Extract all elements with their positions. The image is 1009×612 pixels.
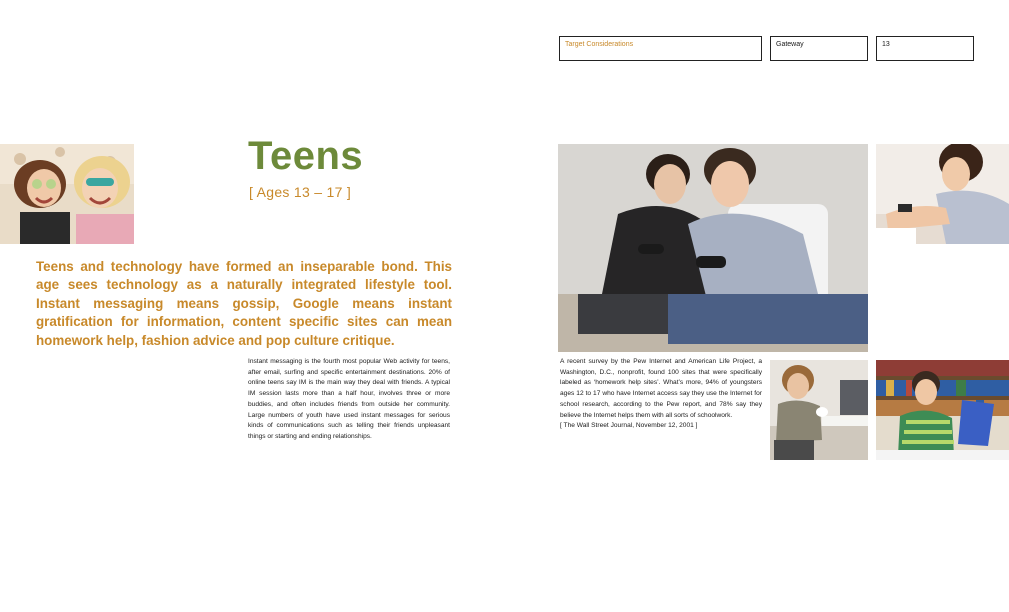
lead-paragraph: Teens and technology have formed an inseparable bond. This age sees technology as a naturally integrated lifestyle tool. Instant messaging means gossip, Google means instant gratification for information, content specific sites can mean homework help, fashion advice and pop culture critique. <box>36 259 452 348</box>
page-subtitle: [ Ages 13 – 17 ] <box>249 184 352 200</box>
body-paragraph-right-text: A recent survey by the Pew Internet and American Life Project, a Washington, D.C., nonprofit, found 100 sites that were specifically labeled as ‘homework help sites’. What’s more, 94% of youngsters ages 12 to 17 who have Internet access say they use the Internet for school research, according to the Pew report, and 78% say they believe the Internet helps them with all sorts of schoolwork. <box>560 358 762 419</box>
photo-girl-phone <box>876 144 1009 244</box>
header-section-box <box>559 36 762 61</box>
page-number: 13 <box>882 41 890 48</box>
header-section-label: Target Considerations <box>565 41 634 48</box>
header-page-box <box>876 36 974 61</box>
header-project-box <box>770 36 868 61</box>
photo-boy-desk <box>770 360 868 460</box>
header-project-label: Gateway <box>776 41 804 48</box>
body-paragraph-left: Instant messaging is the fourth most popular Web activity for teens, after email, surfing and specific entertainment destinations. 20% of online teens say IM is the main way they deal with friends. A typical IM session lasts more than a half hour, involves three or more buddies, and often includes friends from outside her community. Large numbers of youth have used instant messages for serious kinds of communications such as telling their friends unpleasant things or starting and ending relationships. <box>248 358 450 440</box>
body-paragraph-right <box>560 357 762 432</box>
photo-boys-gaming <box>558 144 868 352</box>
photo-girl-laptop <box>876 360 1009 460</box>
citation: [ The Wall Street Journal, November 12, 2001 ] <box>560 422 698 430</box>
photo-girls-laughing <box>0 144 134 244</box>
page-title: Teens <box>248 134 364 178</box>
